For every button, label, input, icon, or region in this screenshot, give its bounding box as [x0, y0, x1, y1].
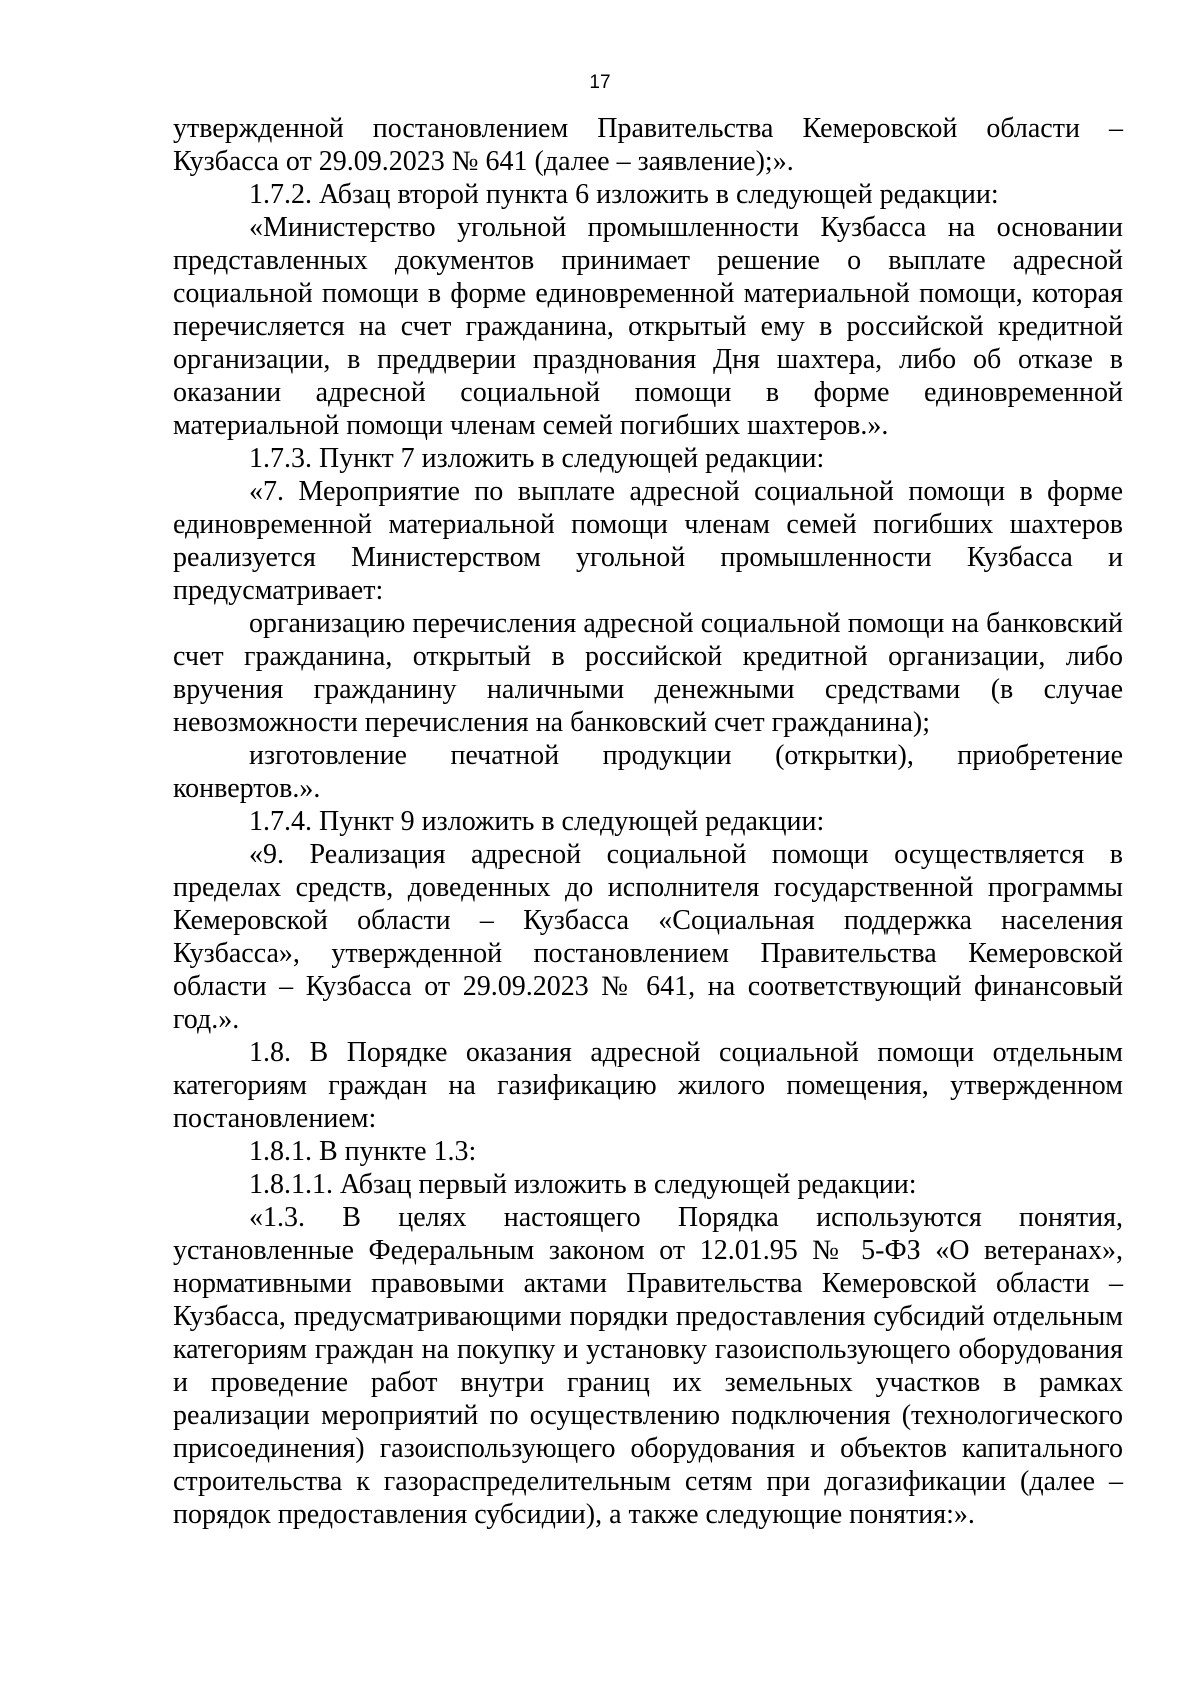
paragraph-1-8-1-1: 1.8.1.1. Абзац первый изложить в следующей редакции: [249, 1169, 917, 1200]
paragraph-1-7-2: 1.7.2. Абзац второй пункта 6 изложить в следующей редакции: [249, 179, 999, 210]
page-number: 17 [589, 72, 611, 93]
paragraph-1-8: 1.8. В Порядке оказания адресной социальной помощи отдельным категориям граждан на газификацию жилого помещения, утвержденном постановлением: [173, 1037, 1123, 1134]
paragraph-1-8-1: 1.8.1. В пункте 1.3: [249, 1136, 477, 1167]
paragraph-quote-point-7: «7. Мероприятие по выплате адресной социальной помощи в форме единовременной материальной помощи членам семей погибших шахтеров реализуется Министерством угольной промышленности Кузбасса и предусматривает: [173, 476, 1123, 606]
paragraph-transfer-organization: организацию перечисления адресной социальной помощи на банковский счет гражданина, открытый в российской кредитной организации, либо вручения гражданину наличными денежными средствами (в случае невозможности перечисления на банковский счет гражданина); [173, 608, 1123, 738]
paragraph-quote-point-6: «Министерство угольной промышленности Кузбасса на основании представленных документов принимает решение о выплате адресной социальной помощи в форме единовременной материальной помощи, которая перечисляется на счет гражданина, открытый ему в российской кредитной организации, в преддверии празднования Дня шахтера, либо об отказе в оказании адресной социальной помощи в форме единовременной материальной помощи членам семей погибших шахтеров.». [173, 212, 1123, 441]
paragraph-quote-point-1-3: «1.3. В целях настоящего Порядка используются понятия, установленные Федеральным законом от 12.01.95 № 5-ФЗ «О ветеранах», нормативными правовыми актами Правительства Кемеровской области – Кузбасса, предусматривающими порядки предоставления субсидий отдельным категориям граждан на покупку и установку газоиспользующего оборудования и проведение работ внутри границ их земельных участков в рамках реализации мероприятий по осуществлению подключения (технологического присоединения) газоиспользующего оборудования и объектов капитального строительства к газораспределительным сетям при догазификации (далее – порядок предоставления субсидии), а также следующие понятия:». [173, 1202, 1123, 1530]
document-body [173, 112, 1123, 1531]
paragraph-printing-products: изготовление печатной продукции (открытки), приобретение конвертов.». [173, 740, 1123, 804]
paragraph-continuation: утвержденной постановлением Правительства Кемеровской области – Кузбасса от 29.09.2023 № 641 (далее – заявление);». [173, 113, 1123, 177]
paragraph-quote-point-9: «9. Реализация адресной социальной помощи осуществляется в пределах средств, доведенных до исполнителя государственной программы Кемеровской области – Кузбасса «Социальная поддержка населения Кузбасса», утвержденной постановлением Правительства Кемеровской области – Кузбасса от 29.09.2023 № 641, на соответствующий финансовый год.». [173, 839, 1123, 1035]
paragraph-1-7-3: 1.7.3. Пункт 7 изложить в следующей редакции: [249, 443, 825, 474]
paragraph-1-7-4: 1.7.4. Пункт 9 изложить в следующей редакции: [249, 806, 825, 837]
